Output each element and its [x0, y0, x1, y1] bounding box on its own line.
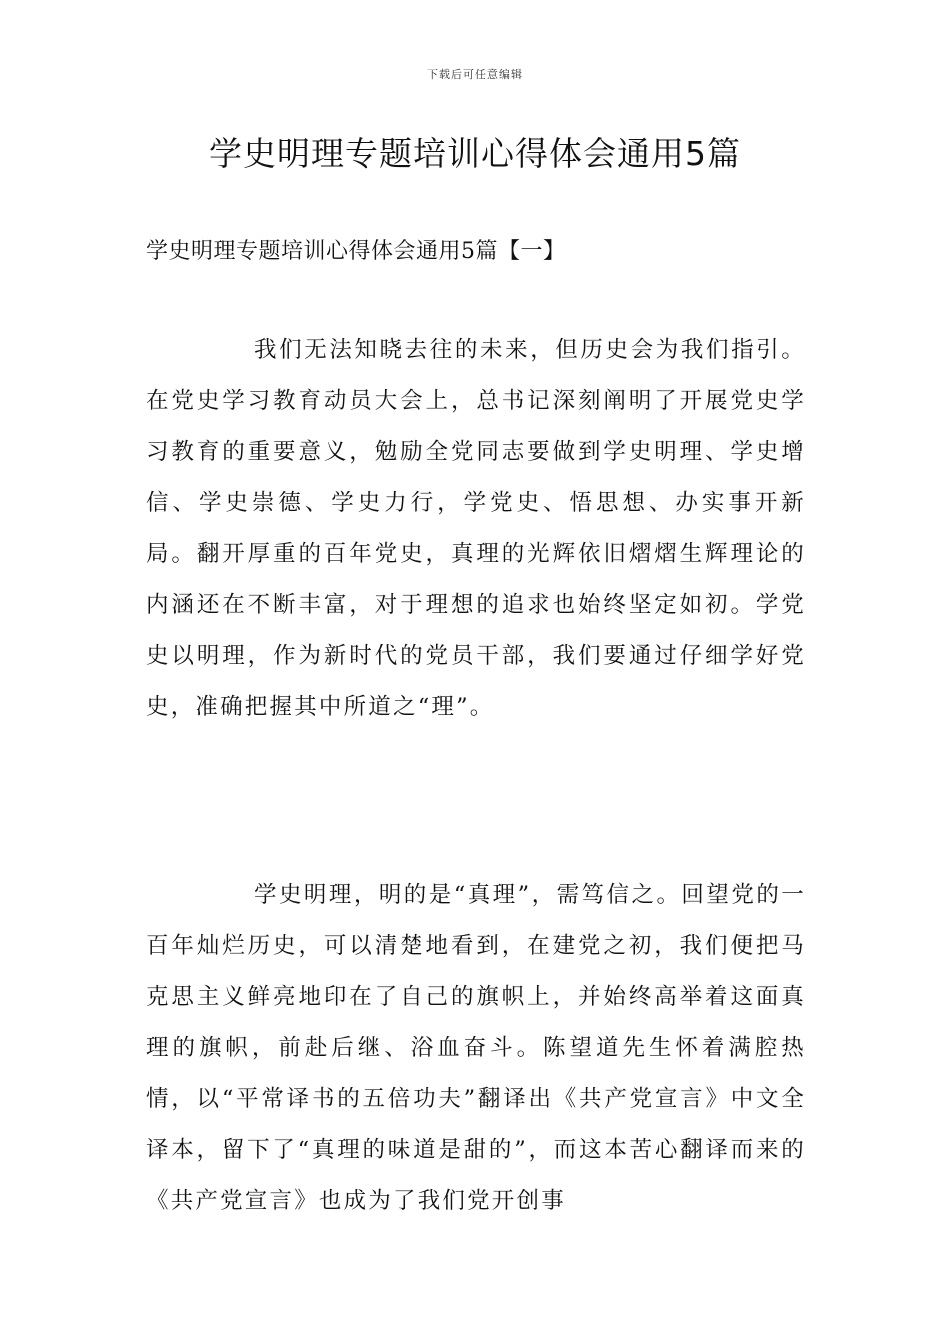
body-paragraph-1: 我们无法知晓去往的未来，但历史会为我们指引。在党史学习教育动员大会上，总书记深刻阐明了开展党史学习教育的重要意义，勉励全党同志要做到学史明理、学史增信、学史崇德、学史力行，学党史、悟思想、办实事开新局。翻开厚重的百年党史，真理的光辉依旧熠熠生辉理论的内涵还在不断丰富，对于理想的追求也始终坚定如初。学党史以明理，作为新时代的党员干部，我们要通过仔细学好党史，准确把握其中所道之“理”。: [146, 337, 806, 720]
document-title: 学史明理专题培训心得体会通用5篇: [209, 134, 741, 173]
header-note: 下载后可任意编辑: [427, 68, 523, 81]
body-paragraph-2: 学史明理，明的是“真理”，需笃信之。回望党的一百年灿烂历史，可以清楚地看到，在建党之初，我们便把马克思主义鲜亮地印在了自己的旗帜上，并始终高举着这面真理的旗帜，前赴后继、浴血奋斗。陈望道先生怀着满腔热情，以“平常译书的五倍功夫”翻译出《共产党宣言》中文全译本，留下了“真理的味道是甜的”，而这本苦心翻译而来的《共产党宣言》也成为了我们党开创事: [146, 882, 806, 1214]
section-heading: 学史明理专题培训心得体会通用5篇【一】: [146, 239, 566, 264]
